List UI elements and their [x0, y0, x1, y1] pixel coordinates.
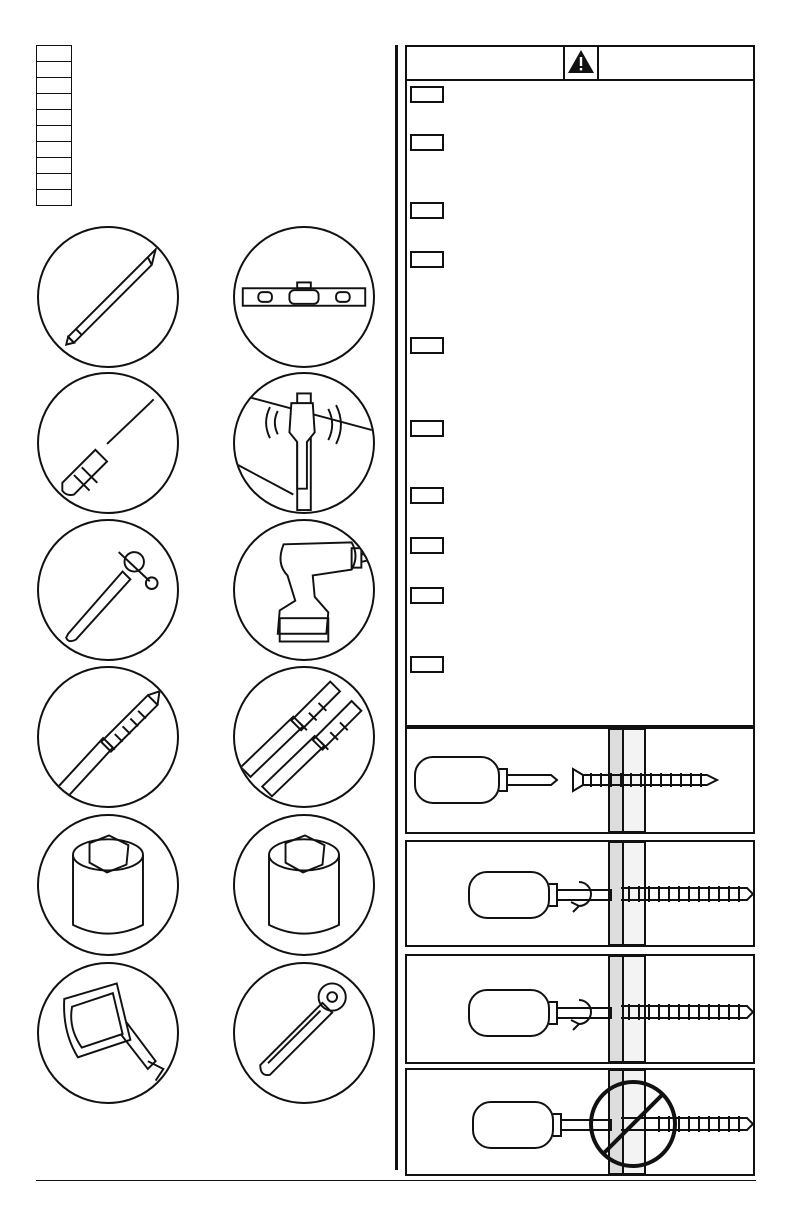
screw-insert-diagram [405, 727, 755, 834]
step-box [410, 656, 444, 673]
checkbox-cell [36, 109, 72, 125]
checkbox-cell [36, 189, 72, 206]
checkbox-cell [36, 93, 72, 109]
checkbox-cell [36, 157, 72, 173]
screw-seated-diagram [405, 954, 755, 1064]
screwdriver-icon [37, 372, 179, 514]
step-box [410, 251, 444, 268]
screw-tighten-diagram [405, 840, 755, 947]
step-box [410, 337, 444, 354]
checkbox-cell [36, 61, 72, 77]
step-box [410, 487, 444, 504]
socket-icon [37, 814, 179, 956]
stud-finder-icon [233, 372, 375, 514]
footer-rule [36, 1180, 756, 1181]
checkbox-cell [36, 125, 72, 141]
drill-bit-icon [37, 666, 179, 808]
column-divider [395, 45, 398, 1170]
ratchet-wrench-icon [233, 962, 375, 1104]
step-box [410, 587, 444, 604]
warning-panel [405, 45, 755, 727]
drill-bits-pair-icon [233, 666, 375, 808]
checkbox-stack [36, 45, 72, 206]
socket-large-icon [233, 814, 375, 956]
hammer-icon [37, 519, 179, 661]
level-icon [233, 226, 375, 368]
step-box [410, 134, 444, 151]
step-box [410, 202, 444, 219]
checkbox-cell [36, 173, 72, 189]
step-box [410, 86, 444, 103]
pencil-icon [37, 226, 179, 368]
step-box [410, 420, 444, 437]
warning-triangle-icon [563, 45, 599, 81]
screw-overtighten-prohibited-diagram [405, 1068, 755, 1176]
drill-icon [233, 519, 375, 661]
checkbox-cell [36, 45, 72, 61]
checkbox-cell [36, 141, 72, 157]
checkbox-cell [36, 77, 72, 93]
tape-measure-icon [37, 962, 179, 1104]
step-box [410, 537, 444, 554]
